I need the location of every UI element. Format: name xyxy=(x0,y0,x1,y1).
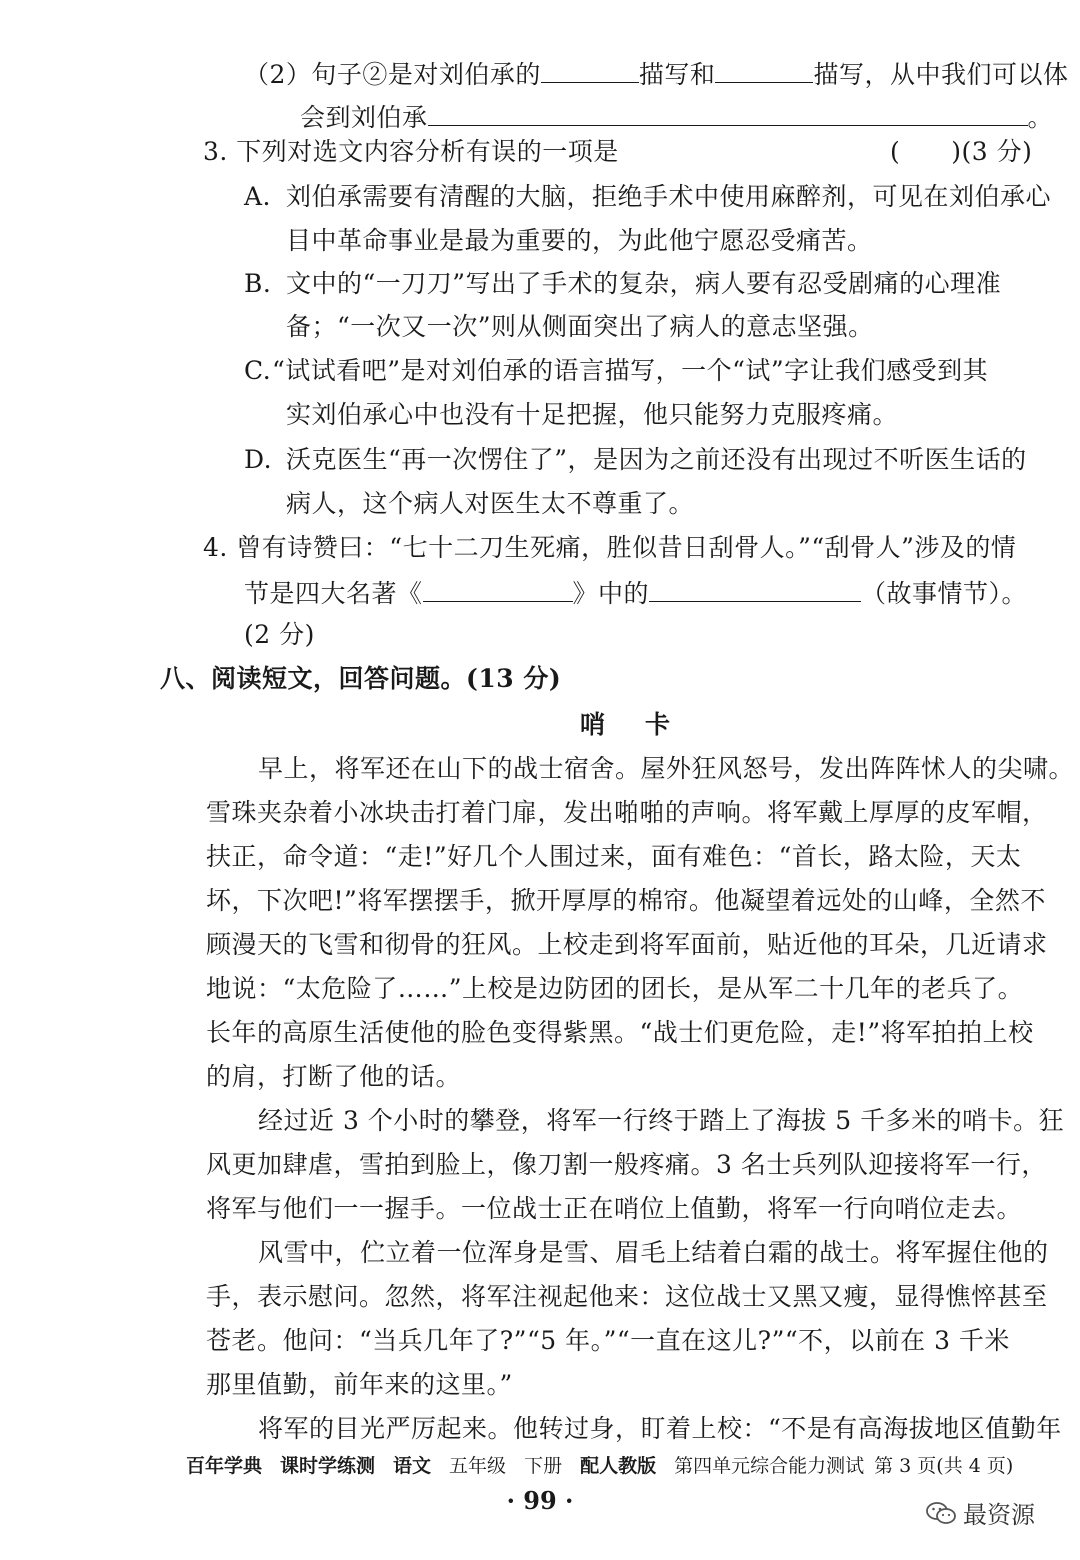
q3-option-c-label: C. xyxy=(244,356,272,385)
p1-line6: 地说：“太危险了……”上校是边防团的团长，是从军二十几年的老兵了。 xyxy=(206,974,1024,1003)
p2-line2: 风更加肆虐，雪拍到脸上，像刀割一般疼痛。3 名士兵列队迎接将军一行， xyxy=(206,1150,1047,1179)
footer-subject: 语文 xyxy=(393,1455,432,1477)
q2-line2 xyxy=(300,99,1053,135)
footer-edition: 配人教版 xyxy=(580,1455,657,1477)
page-number: · 99 · xyxy=(506,1486,574,1515)
q2-blank-3[interactable] xyxy=(428,99,1028,126)
p3-line4: 那里值勤，前年来的这里。” xyxy=(206,1370,513,1399)
footer-page-info: 第 3 页(共 4 页) xyxy=(874,1455,1014,1477)
wechat-icon xyxy=(925,1501,957,1525)
q4-line2 xyxy=(244,575,1027,611)
q3-option-b-label: B. xyxy=(244,269,272,298)
page-footer xyxy=(186,1453,1031,1479)
q4-line2-b: 》中的 xyxy=(572,579,650,608)
q4-blank-book[interactable] xyxy=(423,575,573,602)
watermark-text: 最资源 xyxy=(963,1501,1035,1529)
q2-line2-prefix: 会到刘伯承 xyxy=(300,103,428,132)
p3-line1: 风雪中，伫立着一位浑身是雪、眉毛上结着白霜的战士。将军握住他的 xyxy=(258,1238,1049,1267)
section8-heading: 八、阅读短文，回答问题。(13 分) xyxy=(160,664,562,693)
q2-prefix: （2）句子②是对刘伯承的 xyxy=(244,60,541,89)
q2-blank-2[interactable] xyxy=(715,56,813,83)
q2-mid: 描写和 xyxy=(638,60,716,89)
p4-line1: 将军的目光严厉起来。他转过身，盯着上校：“不是有高海拔地区值勤年 xyxy=(258,1414,1062,1443)
q3-score: ( )(3 分) xyxy=(890,137,1033,166)
footer-series: 课时学练测 xyxy=(280,1455,376,1477)
p2-line1: 经过近 3 个小时的攀登，将军一行终于踏上了海拔 5 千多米的哨卡。狂 xyxy=(258,1106,1065,1135)
p1-line8: 的肩，打断了他的话。 xyxy=(206,1062,462,1091)
q3-option-d-label: D. xyxy=(244,445,273,474)
q3-option-b-line2: 备；“一次又一次”则从侧面突出了病人的意志坚强。 xyxy=(286,312,874,341)
q4-blank-plot[interactable] xyxy=(649,575,861,602)
footer-grade: 五年级 xyxy=(449,1455,507,1477)
q3-option-d-line1: 沃克医生“再一次愣住了”，是因为之前还没有出现过不听医生话的 xyxy=(286,445,1027,474)
q2-line2-end: 。 xyxy=(1027,103,1054,132)
watermark xyxy=(925,1495,1035,1530)
q2-suffix: 描写，从中我们可以体 xyxy=(813,60,1069,89)
p1-line3: 扶正，命令道：“走!”好几个人围过来，面有难色：“首长，路太险，天太 xyxy=(206,842,1022,871)
p1-line5: 顾漫天的飞雪和彻骨的狂风。上校走到将军面前，贴近他的耳朵，几近请求 xyxy=(206,930,1048,959)
q4-line2-c: （故事情节）。 xyxy=(861,579,1028,608)
p1-line7: 长年的高原生活使他的脸色变得紫黑。“战士们更危险，走!”将军拍拍上校 xyxy=(206,1018,1034,1047)
q4-line3: (2 分) xyxy=(244,620,315,649)
p1-line4: 坏，下次吧!”将军摆摆手，掀开厚厚的棉帘。他凝望着远处的山峰，全然不 xyxy=(206,886,1046,915)
p1-line1: 早上，将军还在山下的战士宿舍。屋外狂风怒号，发出阵阵怵人的尖啸。 xyxy=(258,754,1075,783)
p2-line3: 将军与他们一一握手。一位战士正在哨位上值勤，将军一行向哨位走去。 xyxy=(206,1194,1023,1223)
q4-line1: 4. 曾有诗赞曰：“七十二刀生死痛，胜似昔日刮骨人。”“刮骨人”涉及的情 xyxy=(203,533,1017,562)
q3-stem: 3. 下列对选文内容分析有误的一项是 xyxy=(203,137,619,166)
q3-option-a-line2: 目中革命事业是最为重要的，为此他宁愿忍受痛苦。 xyxy=(286,226,873,255)
q3-option-d-line2: 病人，这个病人对医生太不尊重了。 xyxy=(286,489,695,518)
passage-title: 哨卡 xyxy=(580,710,711,739)
q3-option-a-label: A. xyxy=(244,182,272,211)
q2-line1 xyxy=(244,56,1068,92)
q3-option-b-line1: 文中的“一刀刀”写出了手术的复杂，病人要有忍受剧痛的心理准 xyxy=(286,269,1002,298)
q2-blank-1[interactable] xyxy=(541,56,639,83)
q3-option-c-line1: “试试看吧”是对刘伯承的语言描写，一个“试”字让我们感受到其 xyxy=(272,356,989,385)
p3-line2: 手，表示慰问。忽然，将军注视起他来：这位战士又黑又瘦，显得憔悴甚至 xyxy=(206,1282,1048,1311)
q3-option-c-line2: 实刘伯承心中也没有十足把握，他只能努力克服疼痛。 xyxy=(286,400,899,429)
p3-line3: 苍老。他问：“当兵几年了?”“5 年。”“一直在这儿?”“不，以前在 3 千米 xyxy=(206,1326,1010,1355)
q4-line2-a: 节是四大名著《 xyxy=(244,579,423,608)
footer-volume: 下册 xyxy=(524,1455,563,1477)
p1-line2: 雪珠夹杂着小冰块击打着门扉，发出啪啪的声响。将军戴上厚厚的皮军帽， xyxy=(206,798,1048,827)
footer-unit: 第四单元综合能力测试 xyxy=(674,1455,865,1477)
q3-option-a-line1: 刘伯承需要有清醒的大脑，拒绝手术中使用麻醉剂，可见在刘伯承心 xyxy=(286,182,1052,211)
footer-brand: 百年学典 xyxy=(186,1455,263,1477)
